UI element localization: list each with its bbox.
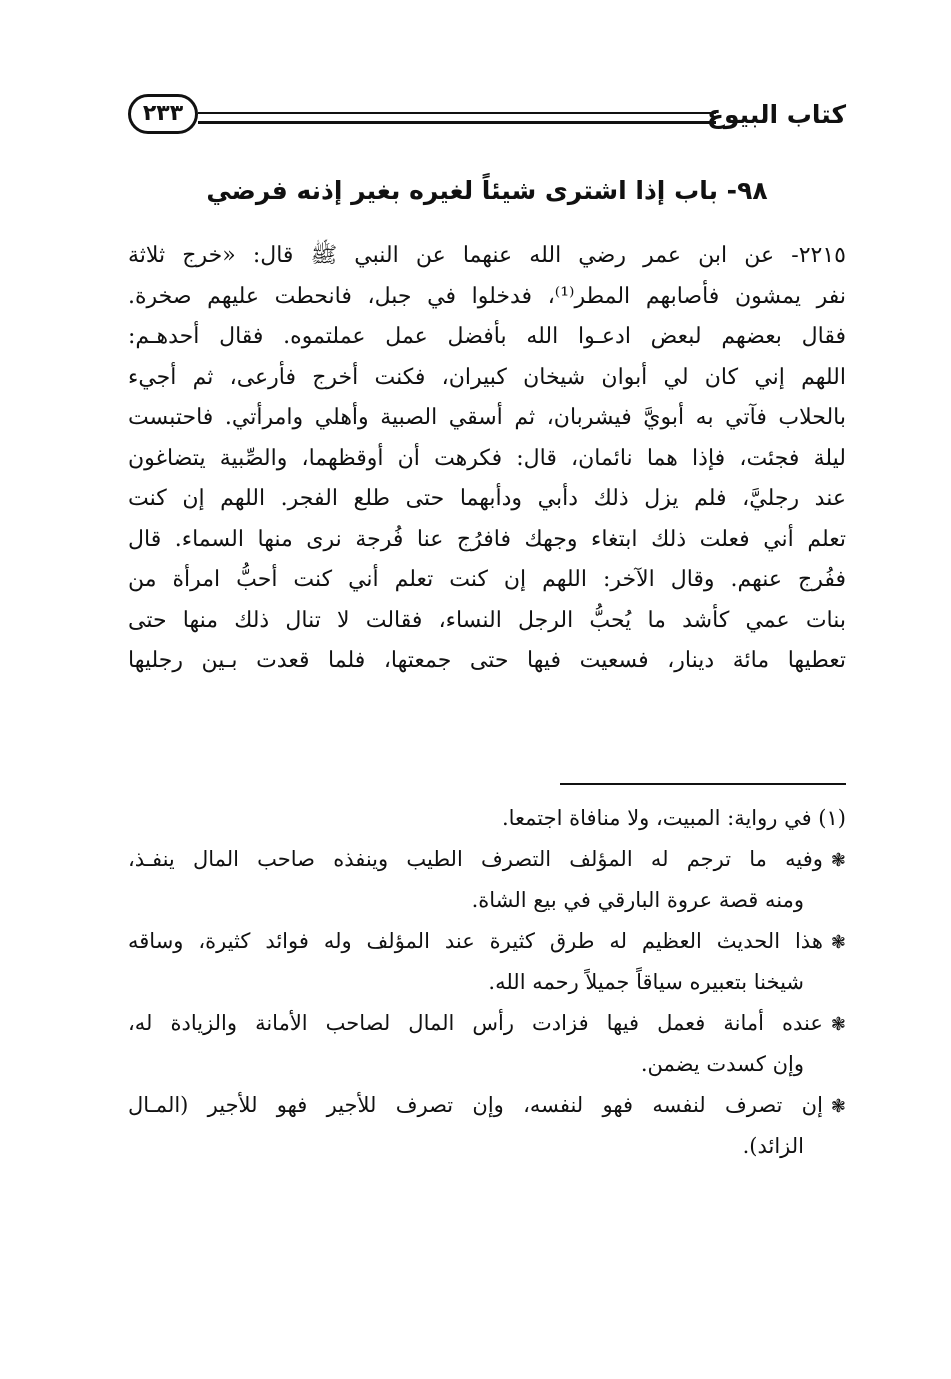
- footnote-separator: [560, 783, 846, 785]
- chapter-title: ٩٨- باب إذا اشترى شيئاً لغيره بغير إذنه فرضي: [206, 176, 768, 205]
- comment-text: وفيه ما ترجم له المؤلف التصرف الطيب وينفذه صاحب المال ينفـذ،: [128, 847, 823, 871]
- text-line: فقال بعضهم لبعض ادعـوا الله بأفضل عمل عملتموه. فقال أحدهـم:: [128, 324, 846, 349]
- page-header: [128, 90, 846, 142]
- star-icon: ❃: [830, 932, 846, 953]
- text-line: تعطيها مائة دينار، فسعيت فيها حتى جمعتها، فلما قعدت بـين رجليها: [128, 648, 846, 673]
- star-icon: ❃: [830, 850, 846, 871]
- footnote-1: (١) في رواية: المبيت، ولا منافاة اجتمعا.: [501, 806, 846, 830]
- text-line: بالحلاب فآتي به أبويَّ فيشربان، ثم أسقي الصبية وأهلي وامرأتي. فاحتبست: [128, 405, 846, 430]
- comment-text: إن تصرف لنفسه فهو لنفسه، وإن تصرف للأجير فهو للأجير (المـال: [128, 1093, 823, 1117]
- star-icon: ❃: [830, 1096, 846, 1117]
- comment-line: وإن كسدت يضمن.: [640, 1052, 804, 1076]
- main-text: [128, 236, 846, 682]
- text-line: ففُرج عنهم. وقال الآخر: اللهم إن كنت تعلم أني كنت أحبُّ امرأة من: [128, 567, 846, 592]
- header-rule: [198, 112, 716, 124]
- text-line: نفر يمشون فأصابهم المطر⁽¹⁾، فدخلوا في جبل، فانحطت عليهم صخرة.: [128, 283, 846, 309]
- comment-line: [128, 921, 846, 962]
- comment-line: ومنه قصة عروة البارقي في بيع الشاة.: [471, 888, 804, 912]
- text-line: ليلة فجئت، فإذا هما نائمان، قال: فكرهت أن أوقظهما، والصِّبية يتضاغون: [128, 445, 846, 471]
- star-icon: ❃: [830, 1014, 846, 1035]
- footnotes: [128, 798, 846, 1167]
- text-line: اللهم إني كان لي أبوان شيخان كبيران، فكنت أخرج فأرعى، ثم أجيء: [128, 364, 846, 390]
- comment-line: [128, 1003, 846, 1044]
- book-title: كتاب البيوع: [706, 100, 846, 129]
- page-number: ٢٣٣: [128, 94, 198, 134]
- text-line: بنات عمي كأشد ما يُحبُّ الرجل النساء، فقالت لا تنال ذلك منها حتى: [128, 607, 846, 633]
- text-line: عند رجليَّ، فلم يزل ذلك دأبي ودأبهما حتى طلع الفجر. اللهم إن كنت: [128, 486, 846, 511]
- comment-line: شيخنا بتعبيره سياقاً جميلاً رحمه الله.: [488, 970, 804, 994]
- comment-line: الزائد).: [742, 1134, 804, 1158]
- comment-line: [128, 1085, 846, 1126]
- comment-text: هذا الحديث العظيم له طرق كثيرة عند المؤلف وله فوائد كثيرة، وساقه: [128, 929, 823, 953]
- comment-line: [128, 839, 846, 880]
- text-line: تعلم أني فعلت ذلك ابتغاء وجهك فافرُج عنا فُرجة نرى منها السماء. قال: [128, 526, 846, 552]
- comment-text: عنده أمانة فعمل فيها فزادت رأس المال لصاحب الأمانة والزيادة له،: [128, 1011, 823, 1035]
- text-line: ٢٢١٥- عن ابن عمر رضي الله عنهما عن النبي ﷺ قال: «خرج ثلاثة: [128, 243, 846, 268]
